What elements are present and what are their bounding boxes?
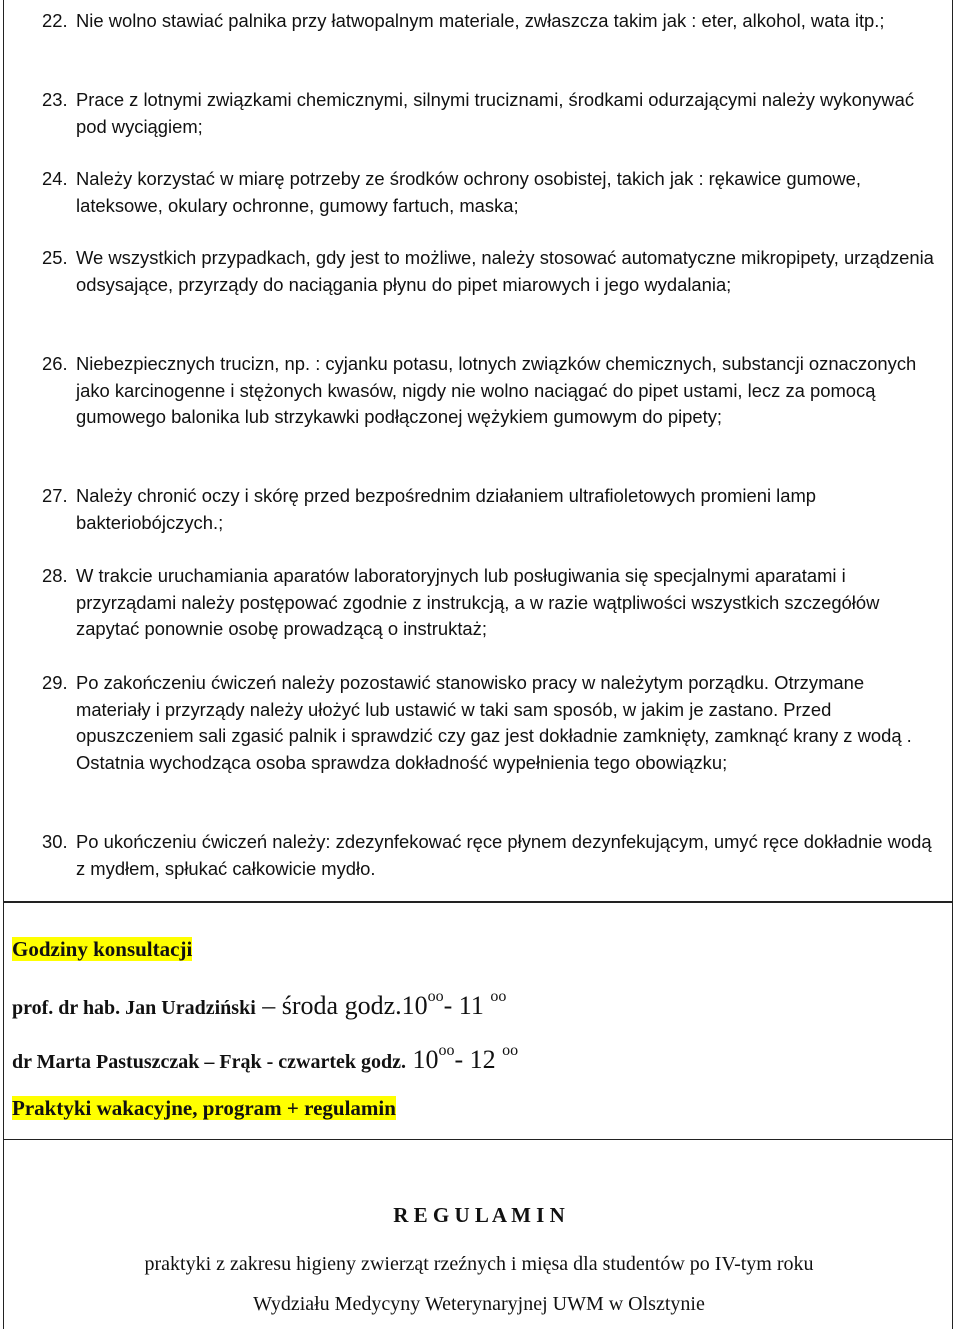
rule-number: 24.	[42, 168, 68, 189]
consultation-time: 10	[405, 1045, 439, 1074]
rule-number: 27.	[42, 485, 68, 506]
rule-text: Należy chronić oczy i skórę przed bezpośrednim działaniem ultrafioletowych promieni lamp bakteriobójczych.;	[76, 485, 817, 533]
regulamin-subtitle: praktyki z zakresu higieny zwierząt rzeźnych i mięsa dla studentów po IV-tym roku	[144, 1253, 814, 1275]
rule-number: 26.	[42, 353, 68, 374]
rule-text: Po ukończeniu ćwiczeń należy: zdezynfekować ręce płynem dezynfekującym, umyć ręce dokładnie wodą z mydłem, spłukać całkowicie mydło.	[76, 831, 932, 879]
consultation-time: środa godz.10	[281, 991, 428, 1020]
rule-number: 28.	[42, 565, 68, 586]
regulamin-title: R E G U L A M I N	[393, 1203, 565, 1227]
rule-number: 29.	[42, 672, 68, 693]
rule-text: Niebezpiecznych trucizn, np. : cyjanku potasu, lotnych związków chemicznych, substancji oznaczonych jako karcinogenne i stężonych kwasów, nigdy nie wolno naciągać do pipet ustami, lecz za pomocą gumowego balonika lub strzykawki podłączonej wężykiem gumowym do pipety;	[76, 353, 917, 427]
rule-number: 30.	[42, 831, 68, 852]
consultation-time-end: - 12	[454, 1045, 503, 1074]
time-superscript: oo	[502, 1042, 519, 1059]
regulamin-faculty: Wydziału Medycyny Weterynaryjnej UWM w Olsztynie	[253, 1293, 705, 1315]
consultation-box	[3, 902, 953, 1140]
time-superscript: oo	[438, 1042, 455, 1059]
consultant-name: prof. dr hab. Jan Uradziński	[12, 997, 256, 1019]
practice-link-row	[12, 1096, 396, 1121]
consultant-dash: –	[255, 991, 282, 1020]
rule-text: Nie wolno stawiać palnika przy łatwopalnym materiale, zwłaszcza takim jak : eter, alkohol, wata itp.;	[76, 10, 885, 31]
rule-text: Po zakończeniu ćwiczeń należy pozostawić stanowisko pracy w należytym porządku. Otrzymane materiały i przyrządy należy ułożyć lub ustawić w taki sam sposób, w jakim je zastano. Przed opuszczeniem sali zgasić palnik i sprawdzić czy gaz jest dokładnie zamknięty, zamknąć krany z wodą . Ostatnia wychodząca osoba sprawdza dokładność wypełnienia tego obowiązku;	[76, 672, 912, 773]
rule-number: 22.	[42, 10, 68, 31]
consultation-heading-text: Godziny konsultacji	[12, 937, 193, 961]
rule-text: Prace z lotnymi związkami chemicznymi, silnymi truciznami, środkami odurzającymi należy wykonywać pod wyciągiem;	[76, 89, 915, 137]
rule-number: 23.	[42, 89, 68, 110]
rule-item	[42, 245, 942, 298]
regulamin-box	[3, 1139, 953, 1329]
rule-number: 25.	[42, 247, 68, 268]
rule-item	[42, 351, 942, 431]
rule-item	[42, 166, 942, 219]
consultation-entry-2	[12, 1042, 519, 1075]
time-superscript: oo	[490, 988, 507, 1005]
rule-item	[42, 483, 942, 536]
rule-item	[42, 8, 942, 35]
rule-item	[42, 670, 942, 776]
rule-item	[42, 829, 942, 882]
consultation-time-end: - 11	[443, 991, 491, 1020]
consultation-entry-1	[12, 988, 507, 1021]
consultation-heading	[12, 937, 192, 962]
rule-text: W trakcie uruchamiania aparatów laboratoryjnych lub posługiwania się specjalnymi aparatami i przyrządami należy postępować zgodnie z instrukcją, a w razie wątpliwości wszystkich szczegółów zapytać ponownie osobę prowadzącą o instruktaż;	[76, 565, 880, 639]
time-superscript: oo	[427, 988, 444, 1005]
practice-link[interactable]: Praktyki wakacyjne, program + regulamin	[12, 1096, 396, 1120]
rule-item	[42, 87, 942, 140]
consultant-name: dr Marta Pastuszczak – Frąk - czwartek godz.	[12, 1051, 406, 1073]
rule-text: Należy korzystać w miarę potrzeby ze środków ochrony osobistej, takich jak : rękawice gumowe, lateksowe, okulary ochronne, gumowy fartuch, maska;	[76, 168, 861, 216]
rule-text: We wszystkich przypadkach, gdy jest to możliwe, należy stosować automatyczne mikropipety, urządzenia odsysające, przyrządy do naciągania płynu do pipet miarowych i jego wydalania;	[76, 247, 934, 295]
rule-item	[42, 563, 942, 643]
